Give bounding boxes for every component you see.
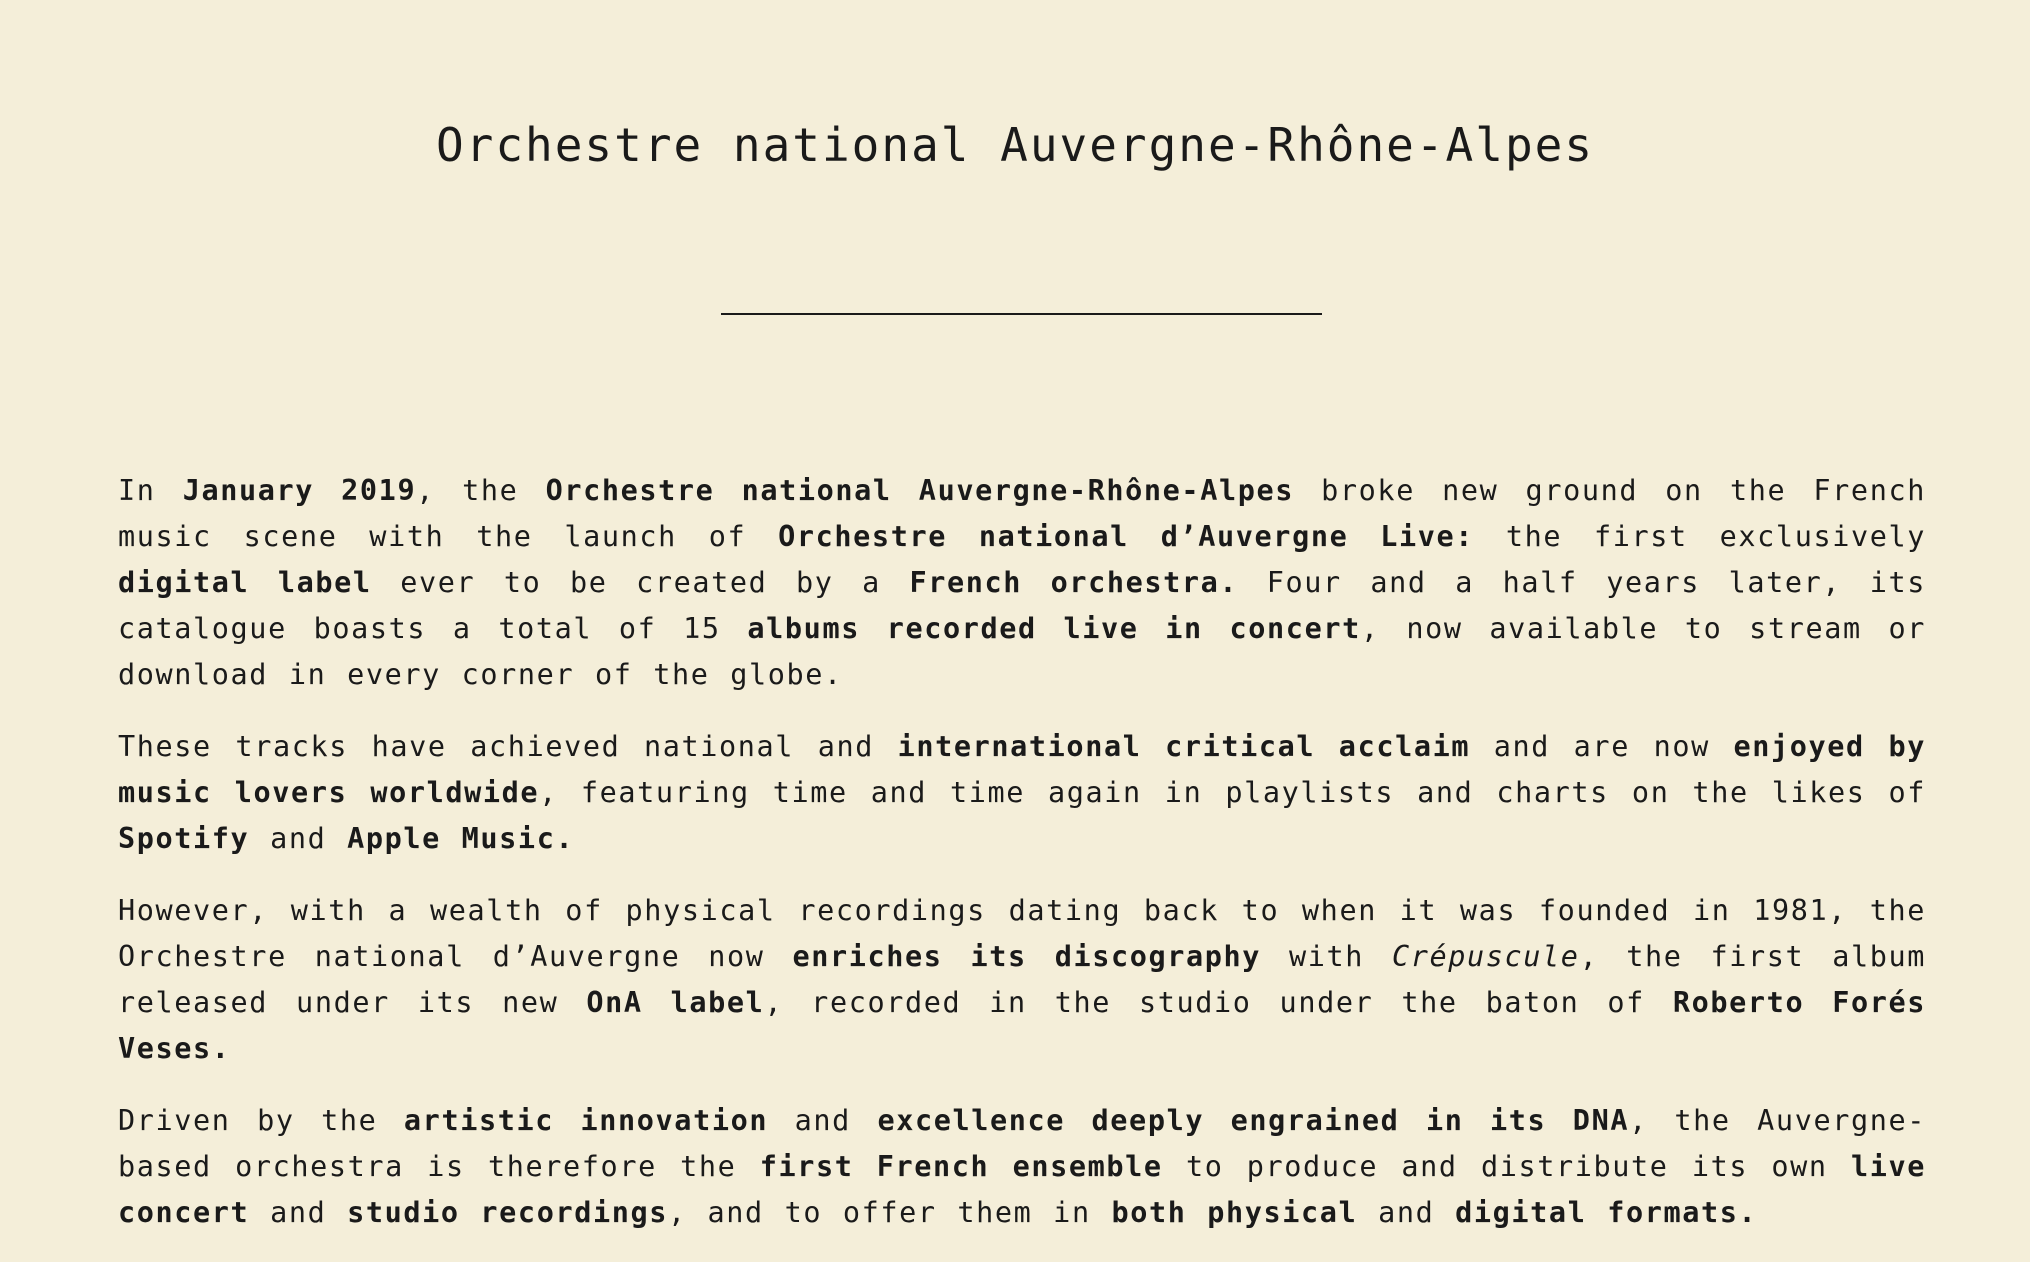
title-divider xyxy=(721,313,1322,315)
body-text: , the Auvergne-based orchestra is therefore the xyxy=(118,1104,1926,1183)
body-text: These tracks have achieved national and xyxy=(118,730,898,763)
paragraph-2 xyxy=(118,724,1926,862)
emphasis-text: Spotify xyxy=(118,822,250,855)
body-text: ever to be created by a xyxy=(371,566,910,599)
emphasis-text: French orchestra. xyxy=(909,566,1239,599)
emphasis-text: digital formats. xyxy=(1455,1196,1758,1229)
body-text: and xyxy=(768,1104,878,1137)
emphasis-text: artistic innovation xyxy=(403,1104,769,1137)
emphasis-text: Orchestre national d’Auvergne Live: xyxy=(778,520,1474,553)
emphasis-text: digital label xyxy=(118,566,372,599)
emphasis-text: both physical xyxy=(1111,1196,1358,1229)
emphasis-text: OnA label xyxy=(586,986,765,1019)
body-text: and are now xyxy=(1470,730,1734,763)
body-text: broke new ground on the French music scene with the launch of xyxy=(118,474,1926,553)
emphasis-text: enriches its discography xyxy=(792,940,1262,973)
italic-title: Crépuscule xyxy=(1391,940,1580,973)
body-text: and xyxy=(249,1196,348,1229)
body-text: , and to offer them in xyxy=(668,1196,1112,1229)
body-text: In xyxy=(118,474,183,507)
body-text: to produce and distribute its own xyxy=(1162,1150,1851,1183)
paragraph-1 xyxy=(118,468,1926,698)
emphasis-text: Apple Music. xyxy=(347,822,575,855)
body-text: , the first album released under its new xyxy=(118,940,1926,1019)
emphasis-text: January 2019 xyxy=(182,474,417,507)
body-text: , the xyxy=(416,474,546,507)
emphasis-text: Roberto Forés Veses. xyxy=(118,986,1926,1065)
paragraph-4 xyxy=(118,1098,1926,1236)
body-text: with xyxy=(1261,940,1392,973)
body-text: , now available to stream or download in every corner of the globe. xyxy=(118,612,1926,691)
body-text: , featuring time and time again in playlists and charts on the likes of xyxy=(539,776,1926,809)
emphasis-text: enjoyed by music lovers worldwide xyxy=(118,730,1926,809)
emphasis-text: albums recorded live in concert xyxy=(747,612,1361,645)
article-body xyxy=(118,468,1926,1262)
emphasis-text: excellence deeply engrained in its DNA xyxy=(877,1104,1630,1137)
body-text: and xyxy=(1357,1196,1456,1229)
emphasis-text: Orchestre national Auvergne-Rhône-Alpes xyxy=(545,474,1294,507)
emphasis-text: studio recordings xyxy=(347,1196,669,1229)
body-text: Four and a half years later, its catalogue boasts a total of 15 xyxy=(118,566,1926,645)
body-text: Driven by the xyxy=(118,1104,404,1137)
emphasis-text: first French ensemble xyxy=(759,1150,1163,1183)
body-text: , recorded in the studio under the baton of xyxy=(764,986,1673,1019)
body-text: the first exclusively xyxy=(1474,520,1926,553)
body-text: However, with a wealth of physical recordings dating back to when it was founded in 1981, the Orchestre national d’Auvergne now xyxy=(118,894,1926,973)
body-text: and xyxy=(249,822,348,855)
paragraph-3 xyxy=(118,888,1926,1072)
page-title: Orchestre national Auvergne-Rhône-Alpes xyxy=(435,118,1595,172)
emphasis-text: live concert xyxy=(118,1150,1926,1229)
emphasis-text: international critical acclaim xyxy=(897,730,1471,763)
